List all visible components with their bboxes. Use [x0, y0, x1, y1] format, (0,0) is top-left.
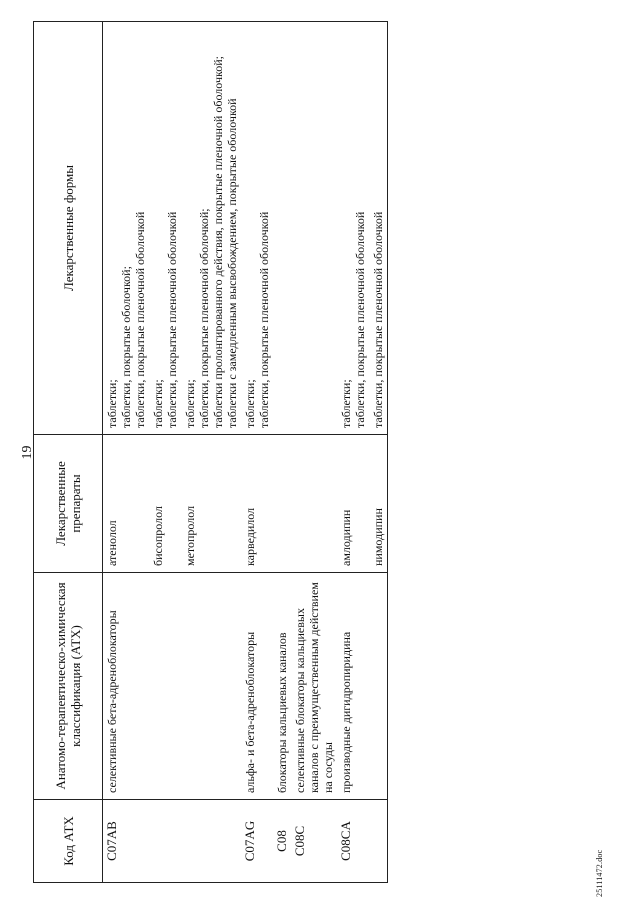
form-line: таблетки; — [243, 379, 257, 428]
table-header-row — [34, 22, 103, 883]
form-line: таблетки, покрытые пленочной оболочкой; — [197, 208, 211, 428]
row-forms — [291, 22, 337, 435]
form-line: таблетки пролонгированного действия, покрытые пленочной оболочкой; — [211, 56, 225, 428]
table-row — [103, 22, 150, 883]
form-line: таблетки, покрытые пленочной оболочкой — [353, 211, 367, 428]
row-drug: карведилол — [241, 435, 273, 573]
form-line: таблетки, покрытые пленочной оболочкой — [165, 211, 179, 428]
header-forms: Лекарственные формы — [34, 22, 103, 435]
row-code: C08 — [273, 800, 291, 883]
row-drug — [273, 435, 291, 573]
header-code: Код АТХ — [34, 800, 103, 883]
form-line: таблетки; — [339, 379, 353, 428]
page-number: 19 — [20, 445, 35, 460]
form-line: таблетки; — [151, 379, 165, 428]
row-code: C07AG — [241, 800, 273, 883]
row-code: C07AB — [103, 800, 150, 883]
row-drug: атенолол — [103, 435, 150, 573]
form-line: таблетки, покрытые пленочной оболочкой — [371, 211, 385, 428]
table-row — [181, 22, 241, 883]
row-code — [149, 800, 181, 883]
row-classification — [181, 573, 241, 800]
row-drug — [291, 435, 337, 573]
row-code — [369, 800, 388, 883]
form-line: таблетки; — [105, 379, 119, 428]
form-line: таблетки, покрытые пленочной оболочкой — [257, 211, 271, 428]
table-row — [291, 22, 337, 883]
table-row — [241, 22, 273, 883]
form-line: таблетки; — [183, 379, 197, 428]
table-row — [273, 22, 291, 883]
row-forms — [369, 22, 388, 435]
row-drug: бисопролол — [149, 435, 181, 573]
row-classification: селективные бета-адреноблокаторы — [103, 573, 150, 800]
row-code — [181, 800, 241, 883]
row-drug: метопролол — [181, 435, 241, 573]
row-drug: амлодипин — [337, 435, 369, 573]
form-line: таблетки с замедленным высвобождением, покрытые оболочкой — [225, 98, 239, 428]
header-classification: Анатомо-терапевтическо-химическая классификация (АТХ) — [34, 573, 103, 800]
table-row — [337, 22, 369, 883]
row-classification: альфа- и бета-адреноблокаторы — [241, 573, 273, 800]
atx-table — [33, 21, 388, 883]
row-classification — [149, 573, 181, 800]
row-classification: производные дигидропиридина — [337, 573, 369, 800]
row-forms — [181, 22, 241, 435]
row-code: C08C — [291, 800, 337, 883]
header-drugs: Лекарственные препараты — [34, 435, 103, 573]
row-classification: блокаторы кальциевых каналов — [273, 573, 291, 800]
form-line: таблетки, покрытые пленочной оболочкой — [133, 211, 147, 428]
row-forms — [337, 22, 369, 435]
row-classification: селективные блокаторы кальциевых каналов с преимущественным действием на сосуды — [291, 573, 337, 800]
row-code: C08CA — [337, 800, 369, 883]
form-line: таблетки, покрытые оболочкой; — [119, 266, 133, 428]
table-row — [149, 22, 181, 883]
table-row — [369, 22, 388, 883]
row-forms — [103, 22, 150, 435]
row-classification — [369, 573, 388, 800]
row-forms — [241, 22, 273, 435]
row-forms — [149, 22, 181, 435]
row-forms — [273, 22, 291, 435]
row-drug: нимодипин — [369, 435, 388, 573]
document-id: 25111472.doc — [595, 849, 604, 897]
